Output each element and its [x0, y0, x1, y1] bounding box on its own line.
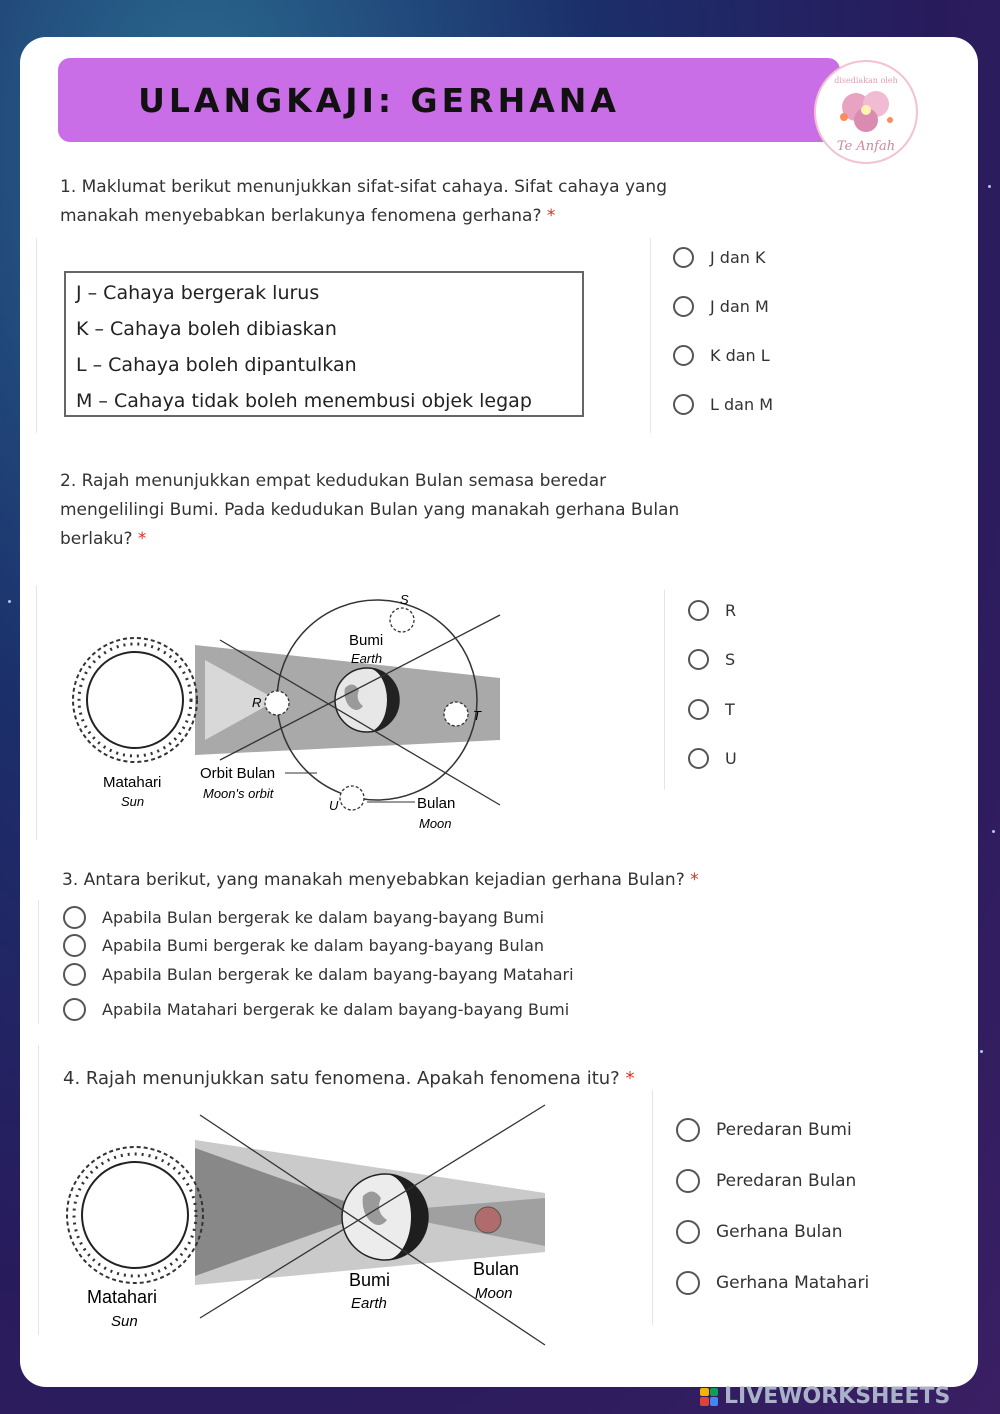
label-t: T — [473, 708, 481, 723]
moon-position-t — [444, 702, 468, 726]
q4-option-3[interactable] — [676, 1220, 842, 1244]
title-banner — [58, 58, 840, 142]
orbit-label-en: Moon's orbit — [203, 786, 274, 801]
radio-button[interactable] — [676, 1169, 700, 1193]
radio-button[interactable] — [673, 247, 694, 268]
earth-label-en: Earth — [351, 1295, 387, 1312]
question-3-line: 3. Antara berikut, yang manakah menyebabkan kejadian gerhana Bulan? — [62, 870, 685, 890]
question-4-text — [63, 1064, 634, 1093]
divider — [650, 238, 651, 433]
q3-option-1[interactable] — [63, 906, 544, 929]
option-label: Apabila Bulan bergerak ke dalam bayang-bayang Bumi — [102, 908, 545, 927]
earth-icon — [335, 668, 399, 732]
divider — [36, 585, 37, 840]
radio-button[interactable] — [63, 998, 86, 1021]
q1-option-1[interactable] — [673, 247, 765, 268]
orbit-label: Orbit Bulan — [200, 765, 276, 782]
question-3-text — [62, 866, 699, 895]
required-mark: * — [546, 206, 556, 226]
question-1-line-2: manakah menyebabkan berlakunya fenomena gerhana? — [60, 206, 542, 226]
watermark-text: LIVEWORKSHEETS — [724, 1384, 951, 1409]
question-2-line-1: 2. Rajah menunjukkan empat kedudukan Bulan semasa beredar — [60, 471, 607, 491]
radio-button[interactable] — [673, 394, 694, 415]
question-2-line-3: berlaku? — [60, 529, 133, 549]
moon-label-en: Moon — [475, 1285, 513, 1302]
option-label: J dan M — [710, 297, 769, 316]
label-u: U — [329, 798, 339, 813]
logo-signature: Te Anfah — [836, 139, 896, 154]
option-label: Gerhana Bulan — [716, 1222, 843, 1242]
q4-option-4[interactable] — [676, 1271, 869, 1295]
sun-label: Matahari — [103, 774, 162, 791]
q1-option-4[interactable] — [673, 394, 773, 415]
q3-option-2[interactable] — [63, 934, 544, 957]
moon-position-s — [390, 608, 414, 632]
q4-option-2[interactable] — [676, 1169, 856, 1193]
question-2-line-2: mengelilingi Bumi. Pada kedudukan Bulan yang manakah gerhana Bulan — [60, 500, 680, 520]
option-label: L dan M — [710, 395, 773, 414]
liveworksheets-logo — [700, 1384, 950, 1409]
option-label: S — [725, 650, 736, 669]
liveworksheets-badge-icon — [700, 1388, 718, 1406]
option-label: Peredaran Bulan — [716, 1171, 857, 1191]
earth-label-en: Earth — [351, 651, 383, 666]
option-label: K dan L — [710, 346, 770, 365]
statement-k: K – Cahaya boleh dibiaskan — [76, 318, 337, 340]
option-label: R — [725, 601, 737, 620]
radio-button[interactable] — [676, 1271, 700, 1295]
earth-label: Bumi — [349, 632, 384, 649]
moon-position-u — [340, 786, 364, 810]
radio-button[interactable] — [63, 963, 86, 986]
q1-option-2[interactable] — [673, 296, 769, 317]
radio-button[interactable] — [688, 649, 709, 670]
q2-option-4[interactable] — [688, 748, 737, 769]
background-star — [980, 1050, 983, 1053]
moon-icon — [475, 1207, 501, 1233]
moon-orbit-diagram — [55, 590, 515, 835]
option-label: Peredaran Bumi — [716, 1120, 852, 1140]
background-star — [988, 185, 991, 188]
moon-label: Bulan — [417, 795, 456, 812]
radio-button[interactable] — [688, 699, 709, 720]
divider — [652, 1090, 653, 1325]
radio-button[interactable] — [688, 600, 709, 621]
background-star — [8, 600, 11, 603]
q2-option-3[interactable] — [688, 699, 735, 720]
q2-option-2[interactable] — [688, 649, 735, 670]
sun-icon — [73, 638, 197, 762]
option-label: Apabila Bulan bergerak ke dalam bayang-bayang Matahari — [102, 965, 574, 984]
option-label: T — [725, 700, 735, 719]
divider — [664, 590, 665, 790]
radio-button[interactable] — [688, 748, 709, 769]
required-mark: * — [137, 529, 147, 549]
q3-option-4[interactable] — [63, 998, 569, 1021]
required-mark: * — [625, 1068, 635, 1089]
label-r: R — [252, 695, 262, 710]
q1-option-3[interactable] — [673, 345, 770, 366]
option-label: Apabila Matahari bergerak ke dalam bayang-bayang Bumi — [102, 1000, 570, 1019]
option-label: Apabila Bumi bergerak ke dalam bayang-bayang Bulan — [102, 936, 545, 955]
q2-option-1[interactable] — [688, 600, 736, 621]
divider — [38, 1045, 39, 1335]
radio-button[interactable] — [63, 906, 86, 929]
radio-button[interactable] — [676, 1220, 700, 1244]
option-label: U — [725, 749, 737, 768]
divider — [38, 900, 39, 1024]
option-label: Gerhana Matahari — [716, 1273, 870, 1293]
q4-option-1[interactable] — [676, 1118, 852, 1142]
statement-l: L – Cahaya boleh dipantulkan — [76, 354, 357, 376]
divider — [36, 238, 37, 433]
question-1-text — [60, 173, 667, 231]
label-s: S — [400, 592, 409, 607]
page-title: ULANGKAJI: GERHANA — [138, 80, 620, 120]
q3-option-3[interactable] — [63, 963, 574, 986]
sun-label-en: Sun — [111, 1313, 138, 1330]
radio-button[interactable] — [673, 345, 694, 366]
sun-label: Matahari — [87, 1287, 158, 1307]
required-mark: * — [690, 870, 699, 890]
statement-box — [64, 271, 584, 417]
question-1-line-1: 1. Maklumat berikut menunjukkan sifat-sifat cahaya. Sifat cahaya yang — [60, 177, 667, 197]
radio-button[interactable] — [63, 934, 86, 957]
statement-m: M – Cahaya tidak boleh menembusi objek legap — [76, 390, 532, 412]
earth-label: Bumi — [349, 1270, 391, 1290]
moon-position-r — [265, 691, 289, 715]
option-label: J dan K — [710, 248, 766, 267]
question-4-line: 4. Rajah menunjukkan satu fenomena. Apakah fenomena itu? — [63, 1068, 620, 1089]
moon-label: Bulan — [473, 1259, 520, 1279]
sun-icon — [67, 1147, 203, 1283]
background-star — [992, 830, 995, 833]
earth-icon — [342, 1174, 428, 1260]
statement-j: J – Cahaya bergerak lurus — [76, 282, 320, 304]
sun-label-en: Sun — [121, 794, 145, 809]
moon-label-en: Moon — [419, 816, 452, 831]
question-2-text — [60, 467, 679, 554]
logo-top-text: disediakan oleh — [834, 76, 898, 85]
lunar-eclipse-diagram — [45, 1100, 555, 1350]
author-logo — [814, 60, 918, 164]
radio-button[interactable] — [673, 296, 694, 317]
radio-button[interactable] — [676, 1118, 700, 1142]
